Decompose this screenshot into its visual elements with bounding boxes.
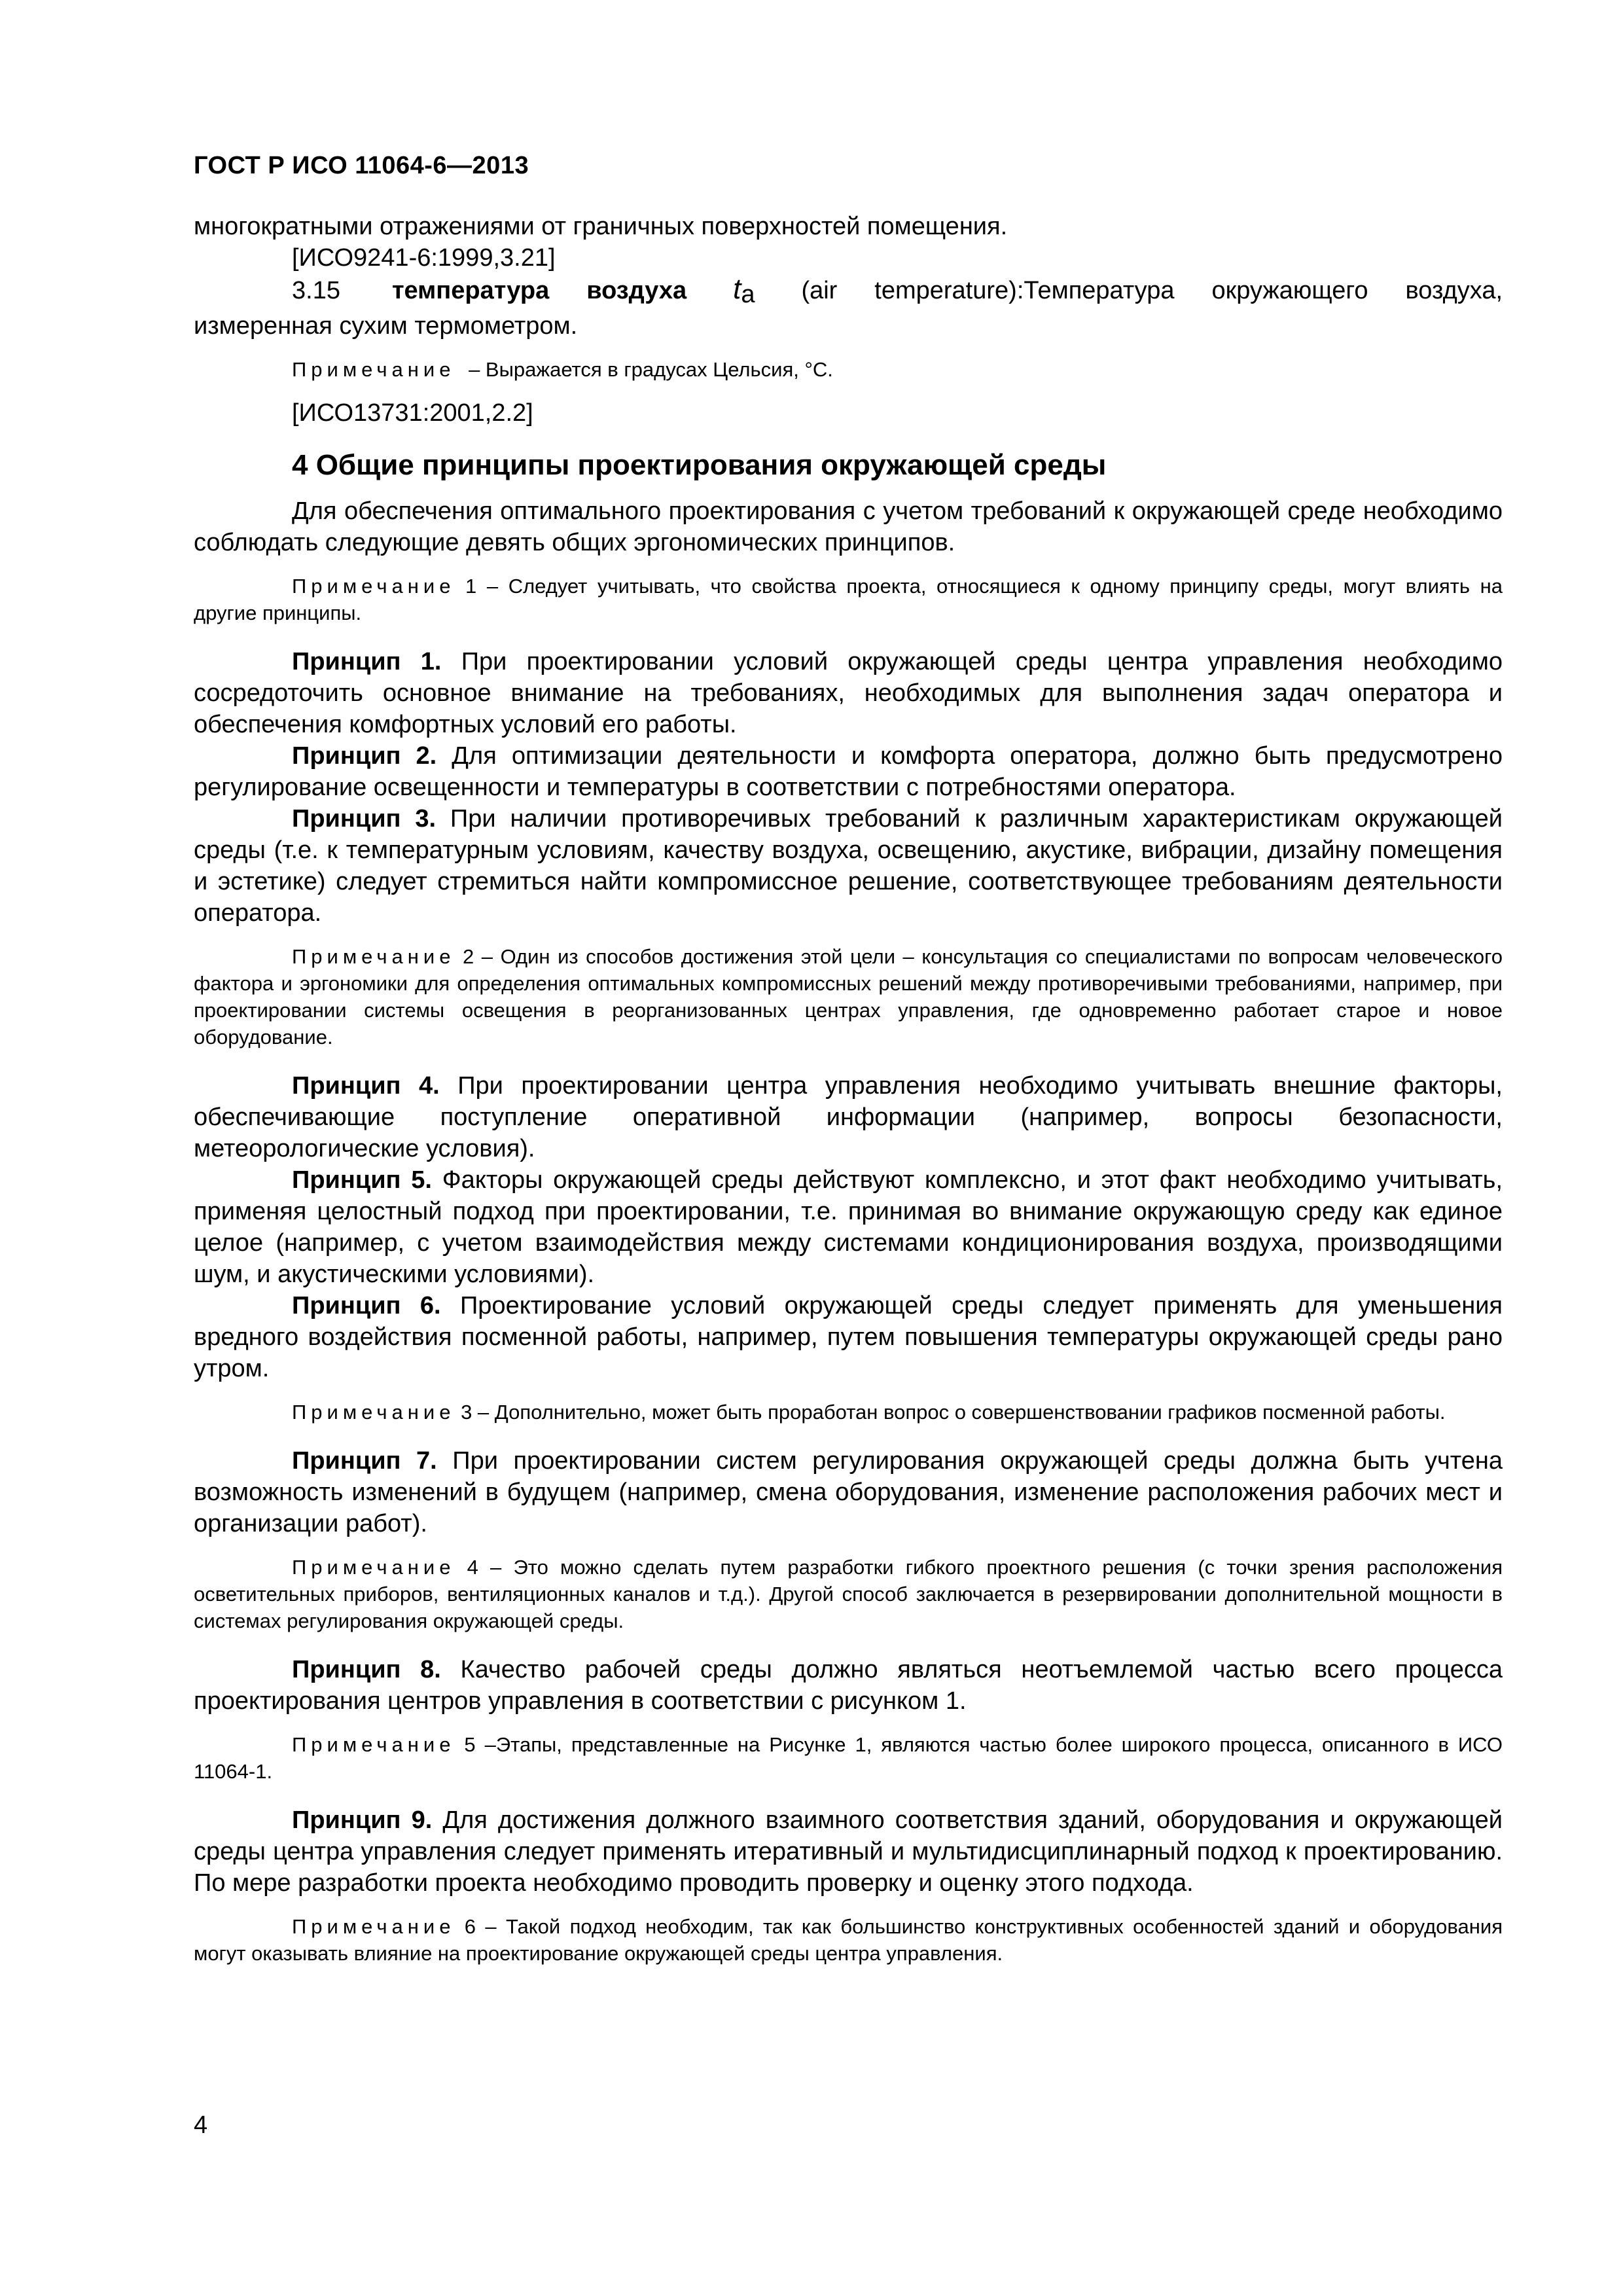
principle-2 (194, 740, 1503, 803)
note-label: Примечание (292, 1556, 455, 1579)
note-text: 3 – Дополнительно, может быть проработан вопрос о совершенствовании графиков посменной работы. (461, 1401, 1446, 1424)
term-definition (194, 274, 1503, 310)
principle-text: При наличии противоречивых требований к различным характеристикам окружающей среды (т.е. к температурным условиям, качеству воздуха, освещению, акустике, вибрации, дизайну помещения и эстетике) следует стремиться найти компромиссное решение, соответствующее требованиям деятельности оператора. (194, 805, 1503, 927)
note-label: Примечание (292, 945, 455, 968)
note-text: 2 – Один из способов достижения этой цели – консультация со специалистами по вопросам человеческого фактора и эргономики для определения оптимальных компромиссных решений между противоречивыми требованиями, например, при проектировании системы освещения в реорганизованных центрах управления, где одновременно работает старое и новое оборудование. (194, 945, 1503, 1049)
principle-text: Факторы окружающей среды действуют комплексно, и этот факт необходимо учитывать, применяя целостный подход при проектировании, т.е. принимая во внимание окружающую среду как единое целое (например, с учетом взаимодействия между системами кондиционирования воздуха, производящими шум, и акустическими условиями). (194, 1166, 1503, 1288)
principle-text: При проектировании условий окружающей среды центра управления необходимо сосредоточить основное внимание на требованиях, необходимых для выполнения задач оператора и обеспечения комфортных условий его работы. (194, 648, 1503, 738)
note-label: Примечание (292, 1915, 455, 1938)
principle-5 (194, 1164, 1503, 1290)
principle-text: При проектировании систем регулирования окружающей среды должна быть учтена возможность изменений в будущем (например, смена оборудования, изменение расположения рабочих мест и организации работ). (194, 1447, 1503, 1537)
principle-label: Принцип 4. (292, 1072, 440, 1100)
note-2 (194, 943, 1503, 1050)
principle-3 (194, 803, 1503, 929)
principle-8 (194, 1654, 1503, 1717)
principle-7 (194, 1445, 1503, 1539)
principle-text: Проектирование условий окружающей среды следует применять для уменьшения вредного воздействия посменной работы, например, путем повышения температуры окружающей среды рано утром. (194, 1292, 1503, 1382)
continued-line: многократными отражениями от граничных поверхностей помещения. (194, 213, 1008, 240)
principle-label: Принцип 9. (292, 1806, 433, 1834)
note-label: Примечание (292, 575, 455, 598)
principle-label: Принцип 3. (292, 805, 437, 833)
principle-9 (194, 1804, 1503, 1899)
reference-iso9241: [ИСО9241-6:1999,3.21] (292, 244, 556, 272)
principle-4 (194, 1070, 1503, 1164)
principle-text: При проектировании центра управления необходимо учитывать внешние факторы, обеспечивающие поступление оперативной информации (например, вопросы безопасности, метеорологические условия). (194, 1072, 1503, 1162)
term-name: температура воздуха (391, 277, 687, 304)
principle-text: Качество рабочей среды должно являться неотъемлемой частью всего процесса проектирования центров управления в соответствии с рисунком 1. (194, 1656, 1503, 1715)
principle-label: Принцип 1. (292, 648, 442, 675)
principle-label: Принцип 7. (292, 1447, 437, 1475)
note-text: 1 – Следует учитывать, что свойства проекта, относящиеся к одному принципу среды, могут влиять на другие принципы. (194, 575, 1503, 624)
note-label: Примечание (292, 1401, 455, 1424)
page-content (194, 211, 1503, 1967)
note-text: 5 –Этапы, представленные на Рисунке 1, являются частью более широкого процесса, описанного в ИСО 11064-1. (194, 1733, 1503, 1783)
note-3 (194, 1399, 1503, 1426)
note-label: Примечание (292, 358, 455, 381)
term-symbol: $t_a$ (733, 273, 755, 308)
page-number: 4 (194, 2111, 208, 2139)
note-text: – Выражается в градусах Цельсия, °С. (469, 358, 833, 381)
principle-text: Для достижения должного взаимного соответствия зданий, оборудования и окружающей среды центра управления следует применять итеративный и мультидисциплинарный подход к проектированию. По мере разработки проекта необходимо проводить проверку и оценку этого подхода. (194, 1806, 1503, 1897)
principle-label: Принцип 8. (292, 1656, 441, 1683)
term-number: 3.15 (292, 277, 340, 304)
principle-text: Для оптимизации деятельности и комфорта оператора, должно быть предусмотрено регулирование освещенности и температуры в соответствии с потребностями оператора. (194, 742, 1503, 801)
reference-iso13731: [ИСО13731:2001,2.2] (292, 399, 533, 427)
principle-label: Принцип 5. (292, 1166, 432, 1194)
term-definition-text-1: (air temperature):Температура окружающего воздуха, (801, 277, 1503, 304)
principle-1 (194, 646, 1503, 740)
note-6 (194, 1913, 1503, 1967)
standard-header: ГОСТ Р ИСО 11064-6—2013 (194, 152, 529, 179)
note-text: 6 – Такой подход необходим, так как большинство конструктивных особенностей зданий и оборудования могут оказывать влияние на проектирование окружающей среды центра управления. (194, 1915, 1503, 1965)
section-title: 4 Общие принципы проектирования окружающей среды (292, 449, 1107, 481)
section-intro: Для обеспечения оптимального проектирования с учетом требований к окружающей среде необходимо соблюдать следующие девять общих эргономических принципов. (194, 497, 1503, 556)
term-note (194, 356, 1503, 383)
principle-label: Принцип 6. (292, 1292, 441, 1319)
note-5 (194, 1731, 1503, 1785)
term-definition-text-2: измеренная сухим термометром. (194, 312, 578, 340)
principle-6 (194, 1290, 1503, 1384)
note-4 (194, 1554, 1503, 1634)
note-1 (194, 573, 1503, 626)
note-text: 4 – Это можно сделать путем разработки гибкого проектного решения (с точки зрения расположения осветительных приборов, вентиляционных каналов и т.д.). Другой способ заключается в резервировании дополнительной мощности в системах регулирования окружающей среды. (194, 1556, 1503, 1632)
note-label: Примечание (292, 1733, 455, 1756)
principle-label: Принцип 2. (292, 742, 437, 770)
